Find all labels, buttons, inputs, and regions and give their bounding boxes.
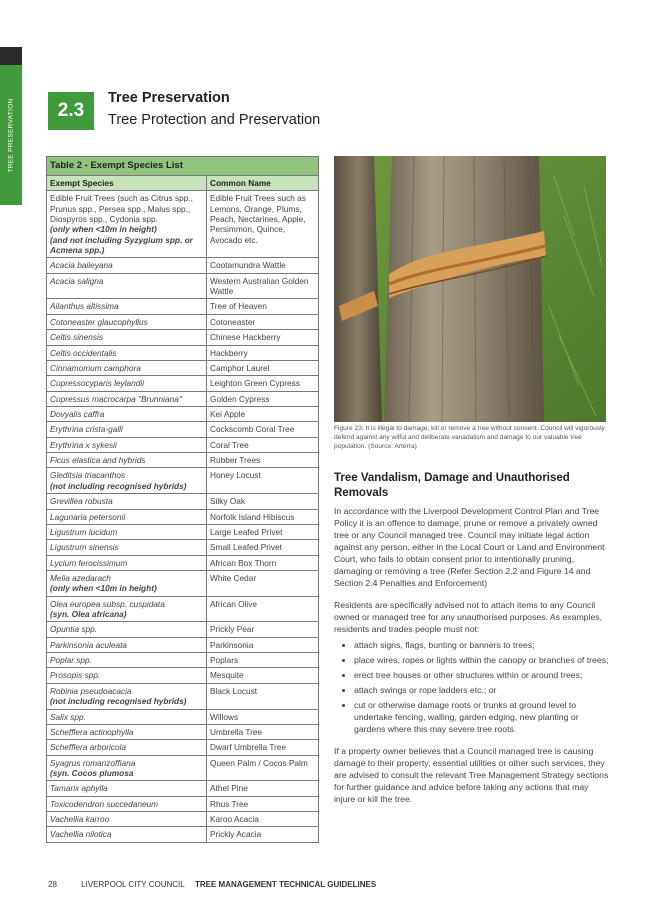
table-row <box>47 570 319 596</box>
common-name-cell: Prickly Pear <box>207 622 319 637</box>
species-note: (not including recognised hybrids) <box>50 696 187 707</box>
table-row <box>47 258 319 273</box>
table-row <box>47 299 319 314</box>
table-row <box>47 596 319 622</box>
species-name: Tamarix aphylla <box>50 783 108 794</box>
common-name-cell: Silky Oak <box>207 494 319 509</box>
common-name-cell: Large Leafed Privet <box>207 524 319 539</box>
common-name-cell: Black Locust <box>207 683 319 709</box>
species-note: (and not including Syzygium spp. or Acmena spp.) <box>50 234 193 256</box>
species-name: Cotoneaster glaucophyllus <box>50 316 148 327</box>
species-name: Lycium ferocissimum <box>50 557 128 568</box>
species-cell <box>47 555 207 570</box>
species-name: Erythrina crista-galli <box>50 424 123 435</box>
damaged-tree-photo <box>334 156 606 422</box>
table-row <box>47 509 319 524</box>
table-row <box>47 668 319 683</box>
common-name-cell: Leighton Green Cypress <box>207 376 319 391</box>
species-name: Prosopis spp. <box>50 670 101 681</box>
species-name: Erythrina x sykesii <box>50 439 117 450</box>
species-cell <box>47 376 207 391</box>
species-name: Opuntia spp. <box>50 624 98 635</box>
table-row <box>47 360 319 375</box>
species-name: Celtis occidentalis <box>50 347 117 358</box>
species-cell <box>47 314 207 329</box>
species-cell <box>47 406 207 421</box>
species-cell <box>47 540 207 555</box>
common-name-cell: Prickly Acacia <box>207 827 319 842</box>
table-row <box>47 812 319 827</box>
species-note: (syn. Olea africana) <box>50 609 127 620</box>
species-cell <box>47 653 207 668</box>
table-row <box>47 653 319 668</box>
table-row <box>47 724 319 739</box>
species-name: Parkinsonia aculeata <box>50 639 128 650</box>
common-name-cell: Rubber Trees <box>207 453 319 468</box>
table-row <box>47 540 319 555</box>
tree-trunk-illustration <box>334 156 606 422</box>
species-note: (syn. Cocos plumosa <box>50 767 134 778</box>
table-row <box>47 273 319 299</box>
species-cell <box>47 622 207 637</box>
common-name-cell: White Cedar <box>207 570 319 596</box>
species-name: Gleditsia triacanthos <box>50 470 126 481</box>
species-cell <box>47 668 207 683</box>
species-name: Cupressus macrocarpa "Brunniana" <box>50 393 182 404</box>
species-cell <box>47 330 207 345</box>
table-row <box>47 796 319 811</box>
paragraph-property-owner: If a property owner believes that a Council managed tree is causing damage to their property, essential utilities or other such services, they are advised to consult the relevant Tree Management Strategy sections for further guidance and advice before taking any actions that may injure or kill the tree. <box>334 746 609 804</box>
table-row <box>47 622 319 637</box>
species-cell <box>47 258 207 273</box>
species-cell <box>47 524 207 539</box>
common-name-cell: Mesquite <box>207 668 319 683</box>
species-name: Lagunaria petersonii <box>50 511 126 522</box>
common-name-cell: Edible Fruit Trees such as Lemons, Orange, Plums, Peach, Nectarines, Apple, Persimmon, Quince, Avocado etc. <box>207 191 319 258</box>
prohibited-actions-list <box>334 639 612 735</box>
table-row <box>47 330 319 345</box>
species-name: Cupressocyparis leylandii <box>50 378 145 389</box>
table-caption-row <box>47 157 319 176</box>
list-item: • erect tree houses or other structures within or around trees; <box>354 669 612 681</box>
common-name-cell: Umbrella Tree <box>207 724 319 739</box>
species-cell <box>47 827 207 842</box>
table-row <box>47 345 319 360</box>
table-header-row <box>47 175 319 190</box>
table-row <box>47 391 319 406</box>
common-name-cell: African Olive <box>207 596 319 622</box>
species-name: Salix spp. <box>50 711 86 722</box>
species-name: Toxicodendron succedaneum <box>50 798 159 809</box>
species-name: Schefflera actinophylla <box>50 726 134 737</box>
common-name-cell: Rhus Tree <box>207 796 319 811</box>
species-name: Melia azedarach <box>50 572 111 583</box>
side-tab <box>0 65 22 205</box>
species-cell <box>47 796 207 811</box>
species-cell <box>47 755 207 781</box>
species-cell <box>47 468 207 494</box>
species-cell <box>47 345 207 360</box>
common-name-cell: Coral Tree <box>207 437 319 452</box>
species-name: Robinia pseudoacacia <box>50 685 132 696</box>
exempt-species-table <box>46 156 319 843</box>
common-name-cell: Hackberry <box>207 345 319 360</box>
species-name: Syagrus romanzoffiana <box>50 757 136 768</box>
table-row <box>47 314 319 329</box>
page-footer <box>48 880 376 889</box>
species-name: Acacia baileyana <box>50 260 113 271</box>
species-cell <box>47 781 207 796</box>
common-name-cell: Cockscomb Coral Tree <box>207 422 319 437</box>
table-row <box>47 376 319 391</box>
table-row <box>47 683 319 709</box>
species-name: Ficus elastica and hybrids <box>50 455 146 466</box>
list-item: • place wires, ropes or lights within the canopy or branches of trees; <box>354 654 612 666</box>
common-name-cell: Cotoneaster <box>207 314 319 329</box>
species-cell <box>47 453 207 468</box>
species-cell <box>47 509 207 524</box>
species-name: Vachellia karroo <box>50 814 110 825</box>
common-name-cell: Camphor Laurel <box>207 360 319 375</box>
species-name: Ligustrum lucidum <box>50 526 118 537</box>
page-number: 28 <box>48 880 57 889</box>
common-name-cell: Poplars <box>207 653 319 668</box>
species-name: Vachellia nilotica <box>50 829 112 840</box>
species-note: (not including recognised hybrids) <box>50 480 187 491</box>
footer-document-title: TREE MANAGEMENT TECHNICAL GUIDELINES <box>194 880 377 889</box>
species-name: Dovyalis caffra <box>50 408 105 419</box>
section-body <box>334 505 612 815</box>
species-name: Celtis sinensis <box>50 332 104 343</box>
common-name-cell: Karoo Acacia <box>207 812 319 827</box>
species-cell <box>47 724 207 739</box>
common-name-cell: Cootamundra Wattle <box>207 258 319 273</box>
table-row <box>47 827 319 842</box>
common-name-cell: Queen Palm / Cocos Palm <box>207 755 319 781</box>
common-name-cell: Western Australian Golden Wattle <box>207 273 319 299</box>
common-name-cell: Athel Pine <box>207 781 319 796</box>
species-name: Cinnamomum camphora <box>50 362 141 373</box>
species-name: Acacia saligna <box>50 275 104 286</box>
species-note: (only when <10m in height) <box>50 583 157 594</box>
common-name-cell: Norfolk Island Hibiscus <box>207 509 319 524</box>
table-row <box>47 709 319 724</box>
species-cell <box>47 494 207 509</box>
species-note: (only when <10m in height) <box>50 224 157 235</box>
side-tab-marker <box>0 47 22 65</box>
figure-caption: Figure 23: It is illegal to damage, kill or remove a tree without consent. Council will vigorously defend against any wilful and deliberate vanadalism and damage to our valuable tree population. (Source: Arterra) <box>334 425 605 450</box>
species-cell <box>47 812 207 827</box>
page-title: Tree Preservation <box>108 90 230 106</box>
species-cell <box>47 273 207 299</box>
common-name-cell: Golden Cypress <box>207 391 319 406</box>
common-name-cell: Kei Apple <box>207 406 319 421</box>
species-name: Ailanthus altissima <box>50 301 119 312</box>
common-name-cell: Honey Locust <box>207 468 319 494</box>
column-header-common-name: Common Name <box>207 175 319 190</box>
species-name: Grevillea robusta <box>50 496 113 507</box>
species-name: Poplar spp. <box>50 655 92 666</box>
list-item: • cut or otherwise damage roots or trunks at ground level to undertake fencing, walling, garden edging, new planting or gardens where this may severe tree roots. <box>354 699 612 735</box>
list-item: • attach swings or rope ladders etc.; or <box>354 684 612 696</box>
table-row <box>47 494 319 509</box>
species-cell <box>47 391 207 406</box>
table-row <box>47 781 319 796</box>
table-row <box>47 755 319 781</box>
side-tab-label: TREE PRESERVATION <box>7 97 15 173</box>
species-name: Edible Fruit Trees (such as Citrus spp., Prunus spp., Persea spp., Malus spp., Diospyros spp., Cydonia spp. <box>50 193 193 224</box>
table-row <box>47 740 319 755</box>
species-cell <box>47 637 207 652</box>
table-row <box>47 191 319 258</box>
species-cell <box>47 360 207 375</box>
paragraph-legislation: In accordance with the Liverpool Development Control Plan and Tree Policy it is an offence to damage, prune or remove a privately owned tree or any Council managed tree. Council may initiate legal action against any person, either in the Local Court or Land and Environment Court, who fails to obtain consent prior to intentionally pruning, damaging or removing a tree (Refer Section 2.2 and Figure 14 and Section 2.4 Penalties and Enforcement) <box>334 506 605 588</box>
species-cell <box>47 596 207 622</box>
species-cell <box>47 683 207 709</box>
column-header-species: Exempt Species <box>47 175 207 190</box>
table-row <box>47 555 319 570</box>
species-name: Olea europea subsp. cuspidata <box>50 598 165 609</box>
section-number-badge: 2.3 <box>48 92 94 130</box>
species-cell <box>47 422 207 437</box>
page-subtitle: Tree Protection and Preservation <box>108 112 321 128</box>
table-row <box>47 637 319 652</box>
common-name-cell: Willows <box>207 709 319 724</box>
table-row <box>47 437 319 452</box>
table-row <box>47 468 319 494</box>
common-name-cell: Parkinsonia <box>207 637 319 652</box>
table-row <box>47 422 319 437</box>
species-name: Ligustrum sinensis <box>50 542 119 553</box>
footer-organisation: LIVERPOOL CITY COUNCIL <box>81 880 185 889</box>
list-item: • attach signs, flags, bunting or banners to trees; <box>354 639 612 651</box>
species-cell <box>47 570 207 596</box>
table-caption: Table 2 - Exempt Species List <box>47 157 319 176</box>
section-heading: Tree Vandalism, Damage and Unauthorised Removals <box>334 472 570 499</box>
species-name: Schefflera arboricola <box>50 742 127 753</box>
common-name-cell: Small Leafed Privet <box>207 540 319 555</box>
species-cell <box>47 709 207 724</box>
common-name-cell: African Box Thorn <box>207 555 319 570</box>
species-cell <box>47 437 207 452</box>
common-name-cell: Tree of Heaven <box>207 299 319 314</box>
table-row <box>47 524 319 539</box>
common-name-cell: Chinese Hackberry <box>207 330 319 345</box>
paragraph-residents: Residents are specifically advised not to attach items to any Council owned or managed tree for any unauthorised purposes. As examples, residents and trades people must not: <box>334 600 603 634</box>
species-cell <box>47 740 207 755</box>
table-row <box>47 406 319 421</box>
common-name-cell: Dwarf Umbrella Tree <box>207 740 319 755</box>
table-row <box>47 453 319 468</box>
species-cell <box>47 191 207 258</box>
species-cell <box>47 299 207 314</box>
